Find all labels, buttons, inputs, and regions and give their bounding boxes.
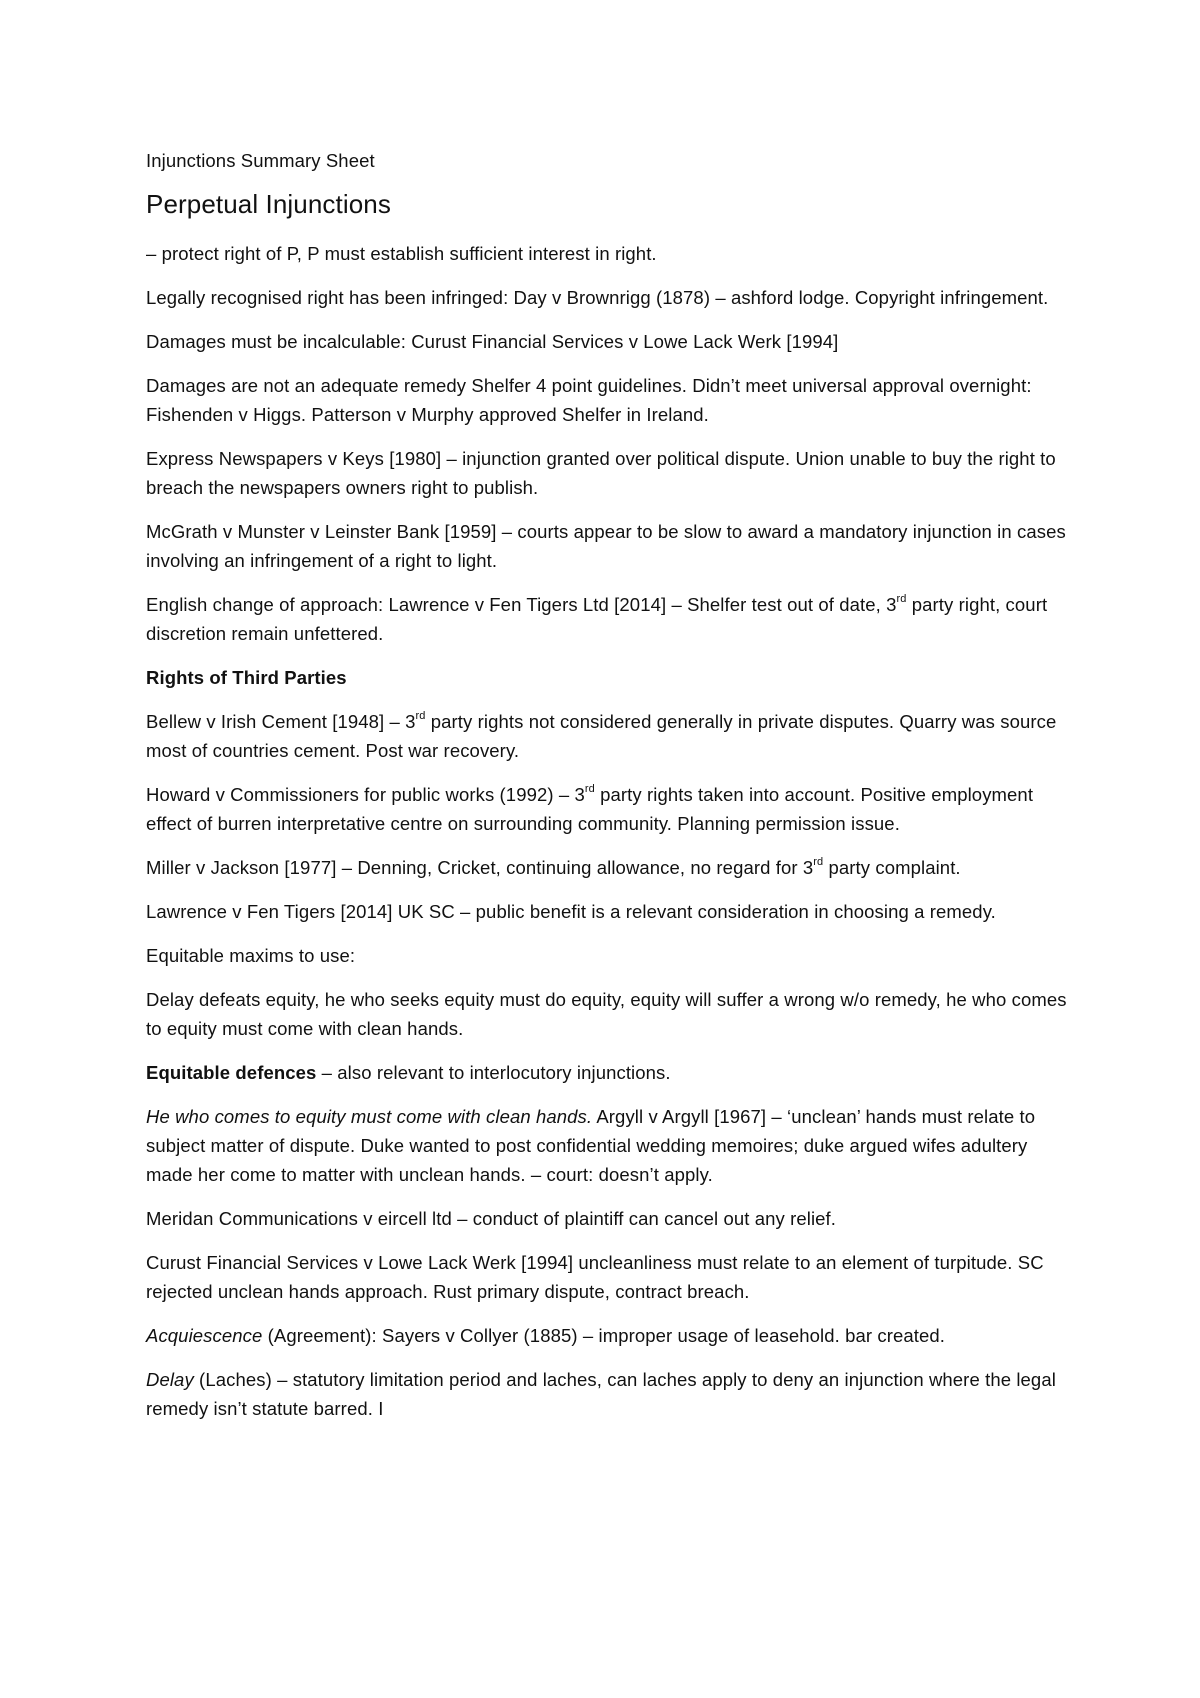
paragraph-mcgrath: McGrath v Munster v Leinster Bank [1959] – courts appear to be slow to award a mandatory injunction in cases involving an infringement of a right to light. (146, 521, 1066, 571)
text-run: English change of approach: Lawrence v Fen Tigers Ltd [2014] – Shelfer test out of date, 3 (146, 594, 897, 615)
ordinal-superscript: rd (584, 782, 595, 795)
bold-run: Equitable defences (146, 1062, 317, 1083)
ordinal-superscript: rd (415, 709, 426, 722)
document-body (146, 146, 1076, 1438)
paragraph-lawrence: Lawrence v Fen Tigers [2014] UK SC – public benefit is a relevant consideration in choosing a remedy. (146, 901, 996, 922)
italic-run: Delay (146, 1369, 194, 1390)
paragraph-delay (146, 1365, 1076, 1423)
paragraph-meridan: Meridan Communications v eircell ltd – conduct of plaintiff can cancel out any relief. (146, 1208, 837, 1229)
ordinal-superscript: rd (813, 855, 824, 868)
italic-run: He who comes to equity must come with clean hands. (146, 1106, 593, 1127)
paragraph-protect-right: – protect right of P, P must establish sufficient interest in right. (146, 243, 657, 264)
heading-rights-third-parties: Rights of Third Parties (146, 667, 347, 688)
paragraph-damages-incalculable: Damages must be incalculable: Curust Financial Services v Lowe Lack Werk [1994] (146, 331, 839, 352)
paragraph-equitable-defences (146, 1058, 1076, 1087)
text-run: (Laches) – statutory limitation period and laches, can laches apply to deny an injunction where the legal remedy isn’t statute barred. I (146, 1369, 1056, 1419)
text-run: Howard v Commissioners for public works (1992) – 3 (146, 784, 585, 805)
paragraph-express-newspapers: Express Newspapers v Keys [1980] – injunction granted over political dispute. Union unable to buy the right to breach the newspapers owners right to publish. (146, 448, 1056, 498)
paragraph-legally-recognised: Legally recognised right has been infringed: Day v Brownrigg (1878) – ashford lodge. Copyright infringement. (146, 287, 1049, 308)
paragraph-clean-hands (146, 1102, 1076, 1189)
paragraph-english-change (146, 590, 1076, 648)
paragraph-curust: Curust Financial Services v Lowe Lack Werk [1994] uncleanliness must relate to an element of turpitude. SC rejected unclean hands approach. Rust primary dispute, contract breach. (146, 1252, 1044, 1302)
text-run: party rights taken into account. Positive employment effect of burren interpretative centre on surrounding community. Planning permission issue. (146, 784, 1034, 834)
heading-perpetual-injunctions: Perpetual Injunctions (146, 189, 391, 219)
paragraph-bellew (146, 707, 1076, 765)
text-run: Bellew v Irish Cement [1948] – 3 (146, 711, 416, 732)
text-run: Argyll v Argyll [1967] – ‘unclean’ hands must relate to subject matter of dispute. Duke wanted to post confidential wedding memoires; duke argued wifes adultery made her come to matter with unclean hands. – court: doesn’t apply. (146, 1106, 1036, 1185)
paragraph-howard (146, 780, 1076, 838)
text-run: party right, court discretion remain unfettered. (146, 594, 1048, 644)
paragraph-damages-adequate: Damages are not an adequate remedy Shelfer 4 point guidelines. Didn’t meet universal approval overnight: Fishenden v Higgs. Patterson v Murphy approved Shelfer in Ireland. (146, 375, 1032, 425)
text-run: party rights not considered generally in private disputes. Quarry was source most of countries cement. Post war recovery. (146, 711, 1057, 761)
text-run: – also relevant to interlocutory injunctions. (316, 1062, 671, 1083)
text-run: Miller v Jackson [1977] – Denning, Cricket, continuing allowance, no regard for 3 (146, 857, 814, 878)
text-run: party complaint. (823, 857, 961, 878)
paragraph-maxims: Delay defeats equity, he who seeks equity must do equity, equity will suffer a wrong w/o remedy, he who comes to equity must come with clean hands. (146, 989, 1067, 1039)
italic-run: Acquiescence (146, 1325, 263, 1346)
document-title: Injunctions Summary Sheet (146, 150, 375, 171)
text-run: (Agreement): Sayers v Collyer (1885) – improper usage of leasehold. bar created. (262, 1325, 946, 1346)
paragraph-acquiescence (146, 1321, 1076, 1350)
paragraph-maxims-label: Equitable maxims to use: (146, 945, 356, 966)
paragraph-miller (146, 853, 1076, 882)
ordinal-superscript: rd (896, 592, 907, 605)
